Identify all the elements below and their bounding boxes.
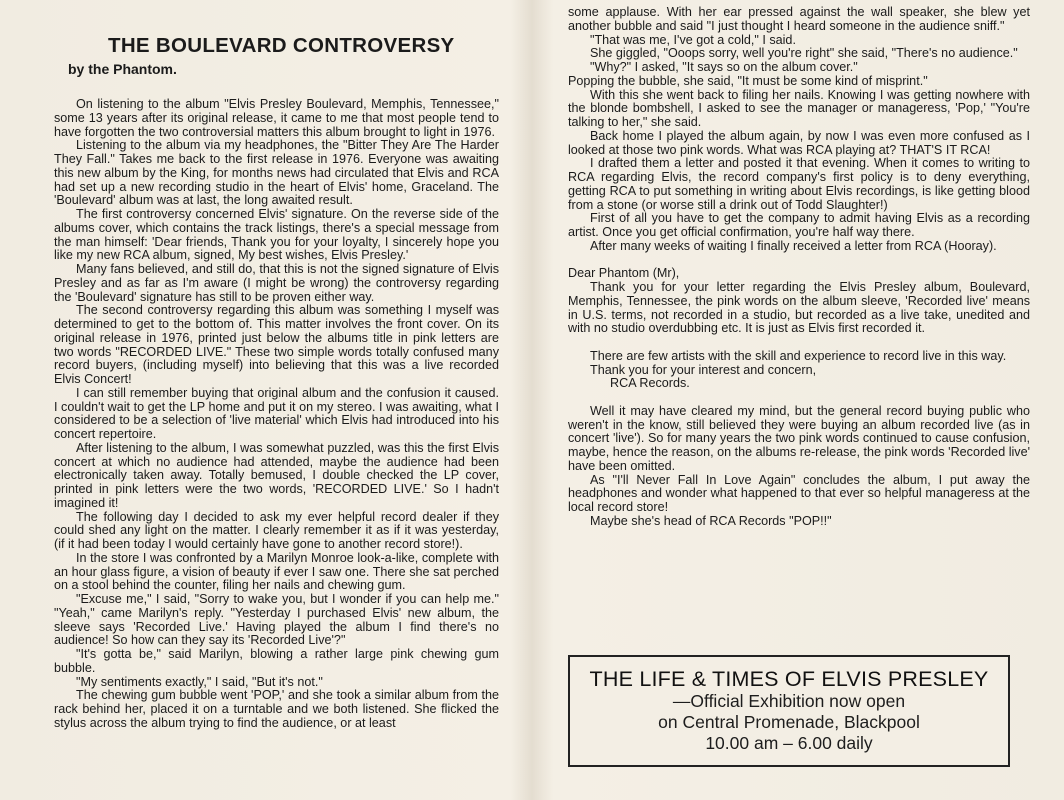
article-paragraph: There are few artists with the skill and experience to record live in this way. bbox=[590, 348, 1007, 363]
article-paragraph: Popping the bubble, she said, "It must be some kind of misprint." bbox=[568, 73, 928, 88]
article-paragraph: She giggled, "Ooops sorry, well you're right" she said, "There's no audience." bbox=[590, 46, 1018, 61]
article-paragraph: I drafted them a letter and posted it that evening. When it comes to writing to RCA regarding Elvis, the record company's first policy is to deny everything, getting RCA to put something in writing about Elvis recordings, is like getting blood from a stone (or worse still a drink out of Todd Slaughter!) bbox=[568, 156, 1030, 212]
article-paragraph: The following day I decided to ask my ever helpful record dealer if they could shed any light on the matter. I clearly remember it as if it was yesterday, (if it had been today I would certainly have gone to another record store!). bbox=[54, 509, 499, 551]
exhibition-advert bbox=[568, 655, 1010, 767]
article-paragraph: I can still remember buying that original album and the confusion it caused. I couldn't wait to get the LP home and put it on my stereo. I was awaiting, what I considered to be a selection of 'live material' which Elvis had introduced into his concert repertoire. bbox=[54, 385, 499, 441]
advert-line-location: on Central Promenade, Blackpool bbox=[658, 712, 920, 732]
article-paragraph: As "I'll Never Fall In Love Again" concludes the album, I put away the headphones and wonder what happened to that ever so helpful manageress at the local record store! bbox=[568, 472, 1030, 514]
article-paragraph: The first controversy concerned Elvis' signature. On the reverse side of the albums cover, which contains the track listings, there's a special message from the man himself: 'Dear friends, Thank you for your loyalty, I sincerely hope you like my new RCA album, signed, My best wishes, Elvis Presley.' bbox=[54, 207, 499, 263]
article-paragraph: "It's gotta be," said Marilyn, blowing a rather large pink chewing gum bubble. bbox=[54, 647, 499, 675]
article-paragraph: Maybe she's head of RCA Records "POP!!" bbox=[590, 513, 832, 528]
article-paragraph: The second controversy regarding this album was something I myself was determined to get to the bottom of. This matter involves the front cover. On its original release in 1976, printed just below the albums title in pink letters are two words "RECORDED LIVE." These two simple words totally confused many record buyers, (including myself) into believing that this was a live recorded Elvis Concert! bbox=[54, 303, 499, 386]
advert-title: THE LIFE & TIMES OF ELVIS PRESLEY bbox=[589, 667, 989, 691]
article-paragraph: First of all you have to get the company to admit having Elvis as a recording artist. Once you get official confirmation, you're half way there. bbox=[568, 211, 1030, 239]
right-column-text bbox=[568, 6, 1030, 529]
article-paragraph: Thank you for your interest and concern, bbox=[590, 362, 817, 377]
article-paragraph: RCA Records. bbox=[610, 376, 690, 391]
article-paragraph: On listening to the album "Elvis Presley Boulevard, Memphis, Tennessee," some 13 years after its original release, it came to me that most people tend to have forgotten the two controversial matters this album brought to light in 1976. bbox=[54, 97, 499, 139]
article-paragraph: In the store I was confronted by a Marilyn Monroe look-a-like, complete with an hour glass figure, a vision of beauty if ever I saw one. There she sat perched on a stool behind the counter, filing her nails and chewing gum. bbox=[54, 550, 499, 593]
article-paragraph: With this she went back to filing her nails. Knowing I was getting nowhere with the blonde bombshell, I asked to see the manager or manageress, 'Pop,' "You're talking to her," she said. bbox=[568, 87, 1030, 129]
article-paragraph: Well it may have cleared my mind, but the general record buying public who weren't in the know, still believed they were buying an album recorded live (as in concert 'live'). So for many years the two pink words continued to cause confusion, maybe, hence the reason, on the albums re-release, the pink words 'Recorded live' have been omitted. bbox=[568, 403, 1030, 473]
article-paragraph: Many fans believed, and still do, that this is not the signed signature of Elvis Presley and as far as I'm aware (I might be wrong) the controversy regarding the 'Boulevard' signature has still to be proven either way. bbox=[54, 262, 499, 304]
article-paragraph: "That was me, I've got a cold," I said. bbox=[590, 32, 796, 47]
advert-line-hours: 10.00 am – 6.00 daily bbox=[705, 733, 873, 753]
article-paragraph: Dear Phantom (Mr), bbox=[568, 266, 680, 281]
article-byline: by the Phantom. bbox=[68, 61, 177, 77]
article-paragraph: "My sentiments exactly," I said, "But it's not." bbox=[76, 674, 323, 689]
article-paragraph: Listening to the album via my headphones, the "Bitter They Are The Harder They Fall." Takes me back to the first release in 1976. Everyone was awaiting this new album by the King, for months news had circulated that Elvis and RCA had set up a new recording studio in the heart of Elvis' home, Graceland. The 'Boulevard' album was at last, the long awaited result. bbox=[54, 138, 499, 208]
article-paragraph: Back home I played the album again, by now I was even more confused as I looked at those two pink words. What was RCA playing at? THAT'S IT RCA! bbox=[568, 128, 1030, 157]
article-paragraph: "Why?" I asked, "It says so on the album cover." bbox=[590, 60, 858, 74]
left-column-text bbox=[54, 98, 499, 731]
article-title: THE BOULEVARD CONTROVERSY bbox=[108, 34, 455, 57]
article-paragraph: After listening to the album, I was somewhat puzzled, was this the first Elvis concert at which no audience had attended, maybe the audience had been electronically taken away. Totally bemused, I double checked the LP cover, printed in pink letters were the two words, 'RECORDED LIVE.' So I hadn't imagined it! bbox=[54, 440, 499, 510]
article-paragraph: The chewing gum bubble went 'POP,' and she took a similar album from the rack behind her, placed it on a turntable and we both listened. She flicked the stylus across the album trying to find the audience, or at least bbox=[54, 688, 499, 730]
advert-line-exhibition: —Official Exhibition now open bbox=[672, 691, 906, 711]
article-paragraph: After many weeks of waiting I finally received a letter from RCA (Hooray). bbox=[590, 238, 997, 253]
article-paragraph: Thank you for your letter regarding the Elvis Presley album, Boulevard, Memphis, Tennessee, the pink words on the album sleeve, 'Recorded live' means in U.S. terms, not recorded in a studio, but recorded as a live take, unedited and with no studio overdubbing etc. It is just as Elvis first recorded it. bbox=[568, 280, 1030, 336]
article-paragraph: some applause. With her ear pressed against the wall speaker, she blew yet another bubble and said "I just thought I heard someone in the audience sniff." bbox=[568, 5, 1030, 33]
article-paragraph: "Excuse me," I said, "Sorry to wake you, but I wonder if you can help me." "Yeah," came Marilyn's reply. "Yesterday I purchased Elvis' new album, the sleeve says 'Recorded Live.' Having played the album I find there's no audience! So how can they say its 'Recorded Live'?" bbox=[54, 592, 499, 648]
